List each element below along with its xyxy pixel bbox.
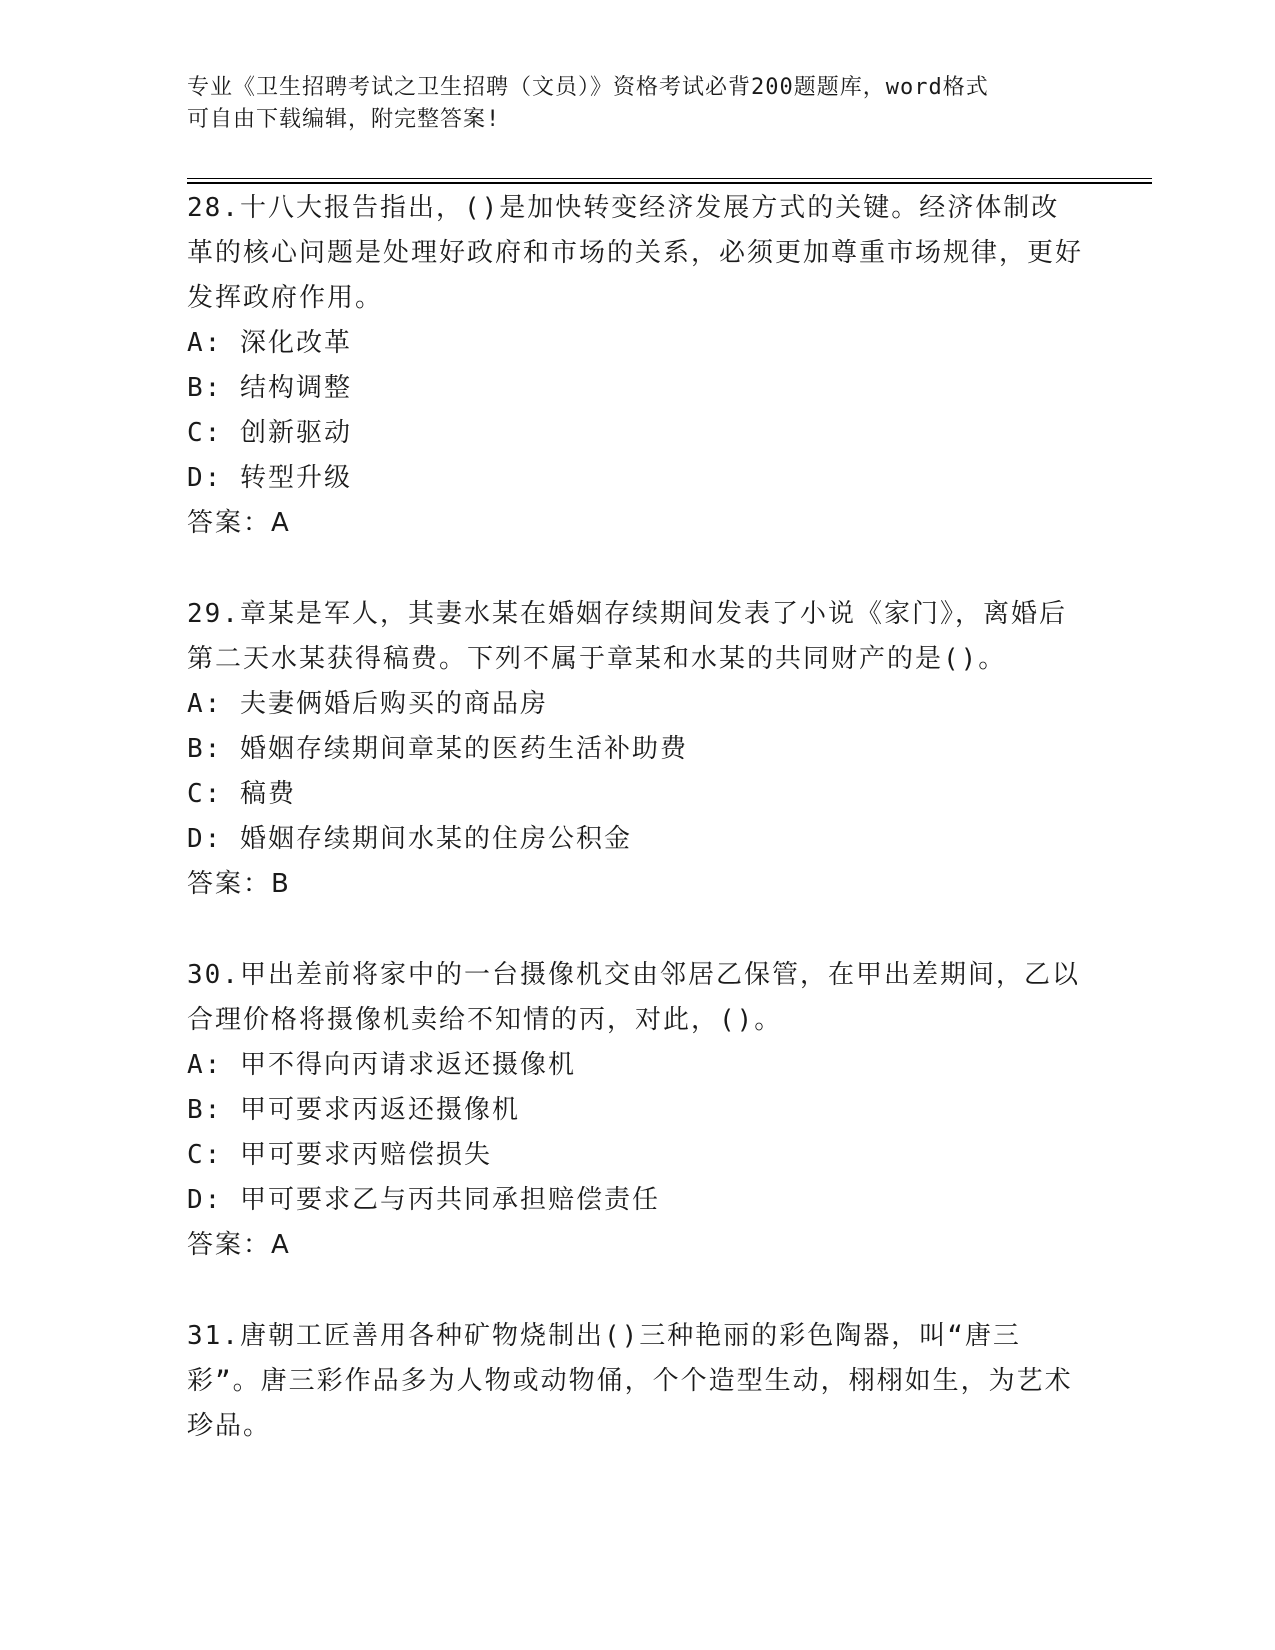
header-divider-thick xyxy=(187,182,1152,184)
option-c: C: 甲可要求丙赔偿损失 xyxy=(187,1140,492,1170)
question-stem: 28.十八大报告指出，()是加快转变经济发展方式的关键。经济体制改革的核心问题是处理好政府和市场的关系，必须更加尊重市场规律，更好发挥政府作用。 xyxy=(187,193,1084,313)
option-c: C: 稿费 xyxy=(187,779,296,809)
header-line-1: 专业《卫生招聘考试之卫生招聘（文员）》资格考试必背200题题库，word格式 xyxy=(187,75,989,100)
question-stem: 31.唐朝工匠善用各种矿物烧制出()三种艳丽的彩色陶器，叫“唐三彩”。唐三彩作品多为人物或动物俑，个个造型生动，栩栩如生，为艺术珍品。 xyxy=(187,1321,1073,1441)
question-spacer xyxy=(187,907,1087,953)
option-d: D: 转型升级 xyxy=(187,463,352,493)
question-30 xyxy=(187,953,1087,1268)
question-31 xyxy=(187,1314,1087,1449)
document-header xyxy=(187,72,1077,136)
option-b: B: 婚姻存续期间章某的医药生活补助费 xyxy=(187,734,688,764)
question-29 xyxy=(187,592,1087,907)
option-c: C: 创新驱动 xyxy=(187,418,352,448)
option-b: B: 甲可要求丙返还摄像机 xyxy=(187,1095,520,1125)
answer-label: 答案：B xyxy=(187,869,291,899)
question-stem: 29.章某是军人，其妻水某在婚姻存续期间发表了小说《家门》，离婚后第二天水某获得稿费。下列不属于章某和水某的共同财产的是()。 xyxy=(187,599,1067,674)
question-spacer xyxy=(187,1268,1087,1314)
option-d: D: 甲可要求乙与丙共同承担赔偿责任 xyxy=(187,1185,660,1215)
question-list xyxy=(187,186,1087,1449)
question-28 xyxy=(187,186,1087,546)
header-divider-thin xyxy=(187,178,1152,179)
answer-label: 答案：A xyxy=(187,1230,291,1260)
option-b: B: 结构调整 xyxy=(187,373,352,403)
question-stem: 30.甲出差前将家中的一台摄像机交由邻居乙保管，在甲出差期间，乙以合理价格将摄像机卖给不知情的丙，对此，()。 xyxy=(187,960,1080,1035)
option-a: A: 甲不得向丙请求返还摄像机 xyxy=(187,1050,576,1080)
option-a: A: 夫妻俩婚后购买的商品房 xyxy=(187,689,548,719)
header-line-2: 可自由下载编辑，附完整答案! xyxy=(187,107,501,132)
answer-label: 答案：A xyxy=(187,508,291,538)
option-d: D: 婚姻存续期间水某的住房公积金 xyxy=(187,824,632,854)
question-spacer xyxy=(187,546,1087,592)
option-a: A: 深化改革 xyxy=(187,328,352,358)
